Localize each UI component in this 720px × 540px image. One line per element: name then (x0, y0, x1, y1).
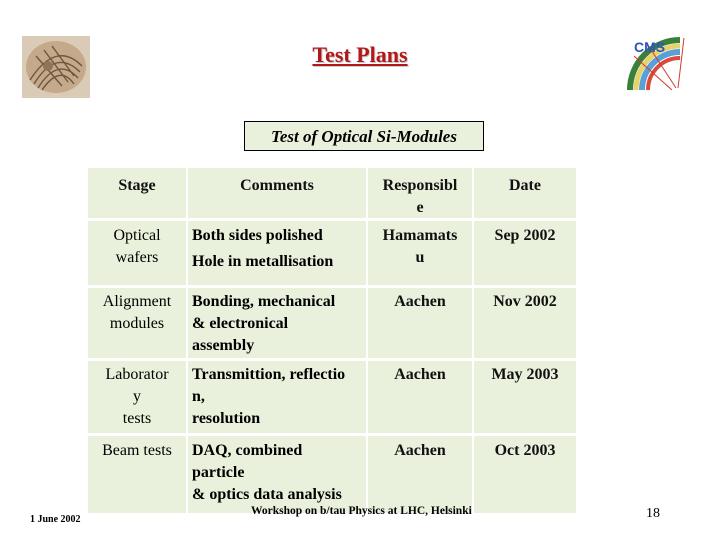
page-number: 18 (646, 506, 660, 521)
row3-date: May 2003 (491, 366, 559, 383)
table-subtitle: Test of Optical Si-Modules (244, 121, 484, 151)
row2-stage: Alignment modules (102, 293, 172, 332)
row1-responsible: Hamamats u (382, 227, 458, 266)
row4-responsible: Aachen (394, 442, 446, 459)
row1-date: Sep 2002 (494, 227, 556, 244)
row3-responsible: Aachen (394, 366, 446, 383)
page-title: Test Plans (312, 42, 408, 67)
table-divider (88, 358, 576, 361)
row2-comments: Bonding, mechanical & electronical assembly (192, 293, 336, 354)
row2-date: Nov 2002 (493, 293, 557, 310)
row3-comments: Transmittion, reflectio n, resolution (192, 366, 346, 427)
table-divider (88, 285, 576, 288)
row1-comments: Both sides polished Hole in metallisation (192, 227, 334, 270)
header-responsible: Responsibl e (382, 177, 458, 216)
header-date: Date (509, 177, 541, 194)
row3-stage: Laborator y tests (105, 366, 169, 427)
row1-stage: Optical wafers (113, 227, 161, 266)
header-stage: Stage (118, 177, 156, 194)
row4-date: Oct 2003 (494, 442, 556, 459)
table-divider (88, 433, 576, 436)
row4-comments: DAQ, combined particle & optics data analysis (192, 442, 342, 503)
row4-stage: Beam tests (102, 442, 172, 459)
row2-responsible: Aachen (394, 293, 446, 310)
footer-workshop: Workshop on b/tau Physics at LHC, Helsinki (251, 505, 472, 517)
footer-date: 1 June 2002 (30, 514, 81, 525)
table-divider (88, 218, 576, 221)
header-comments: Comments (240, 177, 314, 194)
svg-text:CMS: CMS (634, 39, 666, 55)
